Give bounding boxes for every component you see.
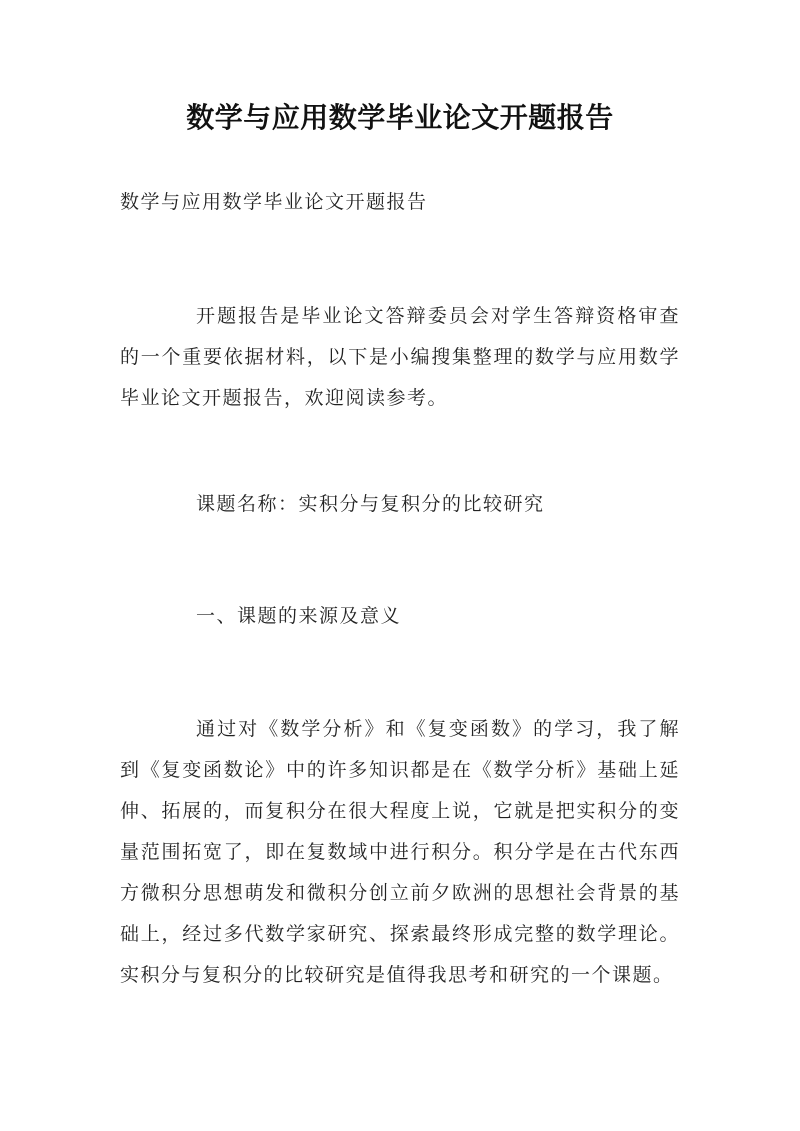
topic-line: 课题名称：实积分与复积分的比较研究 — [196, 493, 545, 515]
document-subtitle: 数学与应用数学毕业论文开题报告 — [120, 191, 428, 213]
section-body-paragraph: 通过对《数学分析》和《复变函数》的学习，我了解到《复变函数论》中的许多知识都是在《数学分析》基础上延伸、拓展的，而复积分在很大程度上说，它就是把实积分的变量范围拓宽了，即在复数域中进行积分。积分学是在古代东西方微积分思想萌发和微积分创立前夕欧洲的思想社会背景的基础上，经过多代数学家研究、探索最终形成完整的数学理论。实积分与复积分的比较研究是值得我思考和研究的一个课题。 — [120, 718, 680, 986]
section-heading: 一、课题的来源及意义 — [196, 605, 402, 627]
intro-paragraph: 开题报告是毕业论文答辩委员会对学生答辩资格审查的一个重要依据材料，以下是小编搜集整理的数学与应用数学毕业论文开题报告，欢迎阅读参考。 — [120, 305, 680, 409]
document-title: 数学与应用数学毕业论文开题报告 — [186, 101, 614, 134]
